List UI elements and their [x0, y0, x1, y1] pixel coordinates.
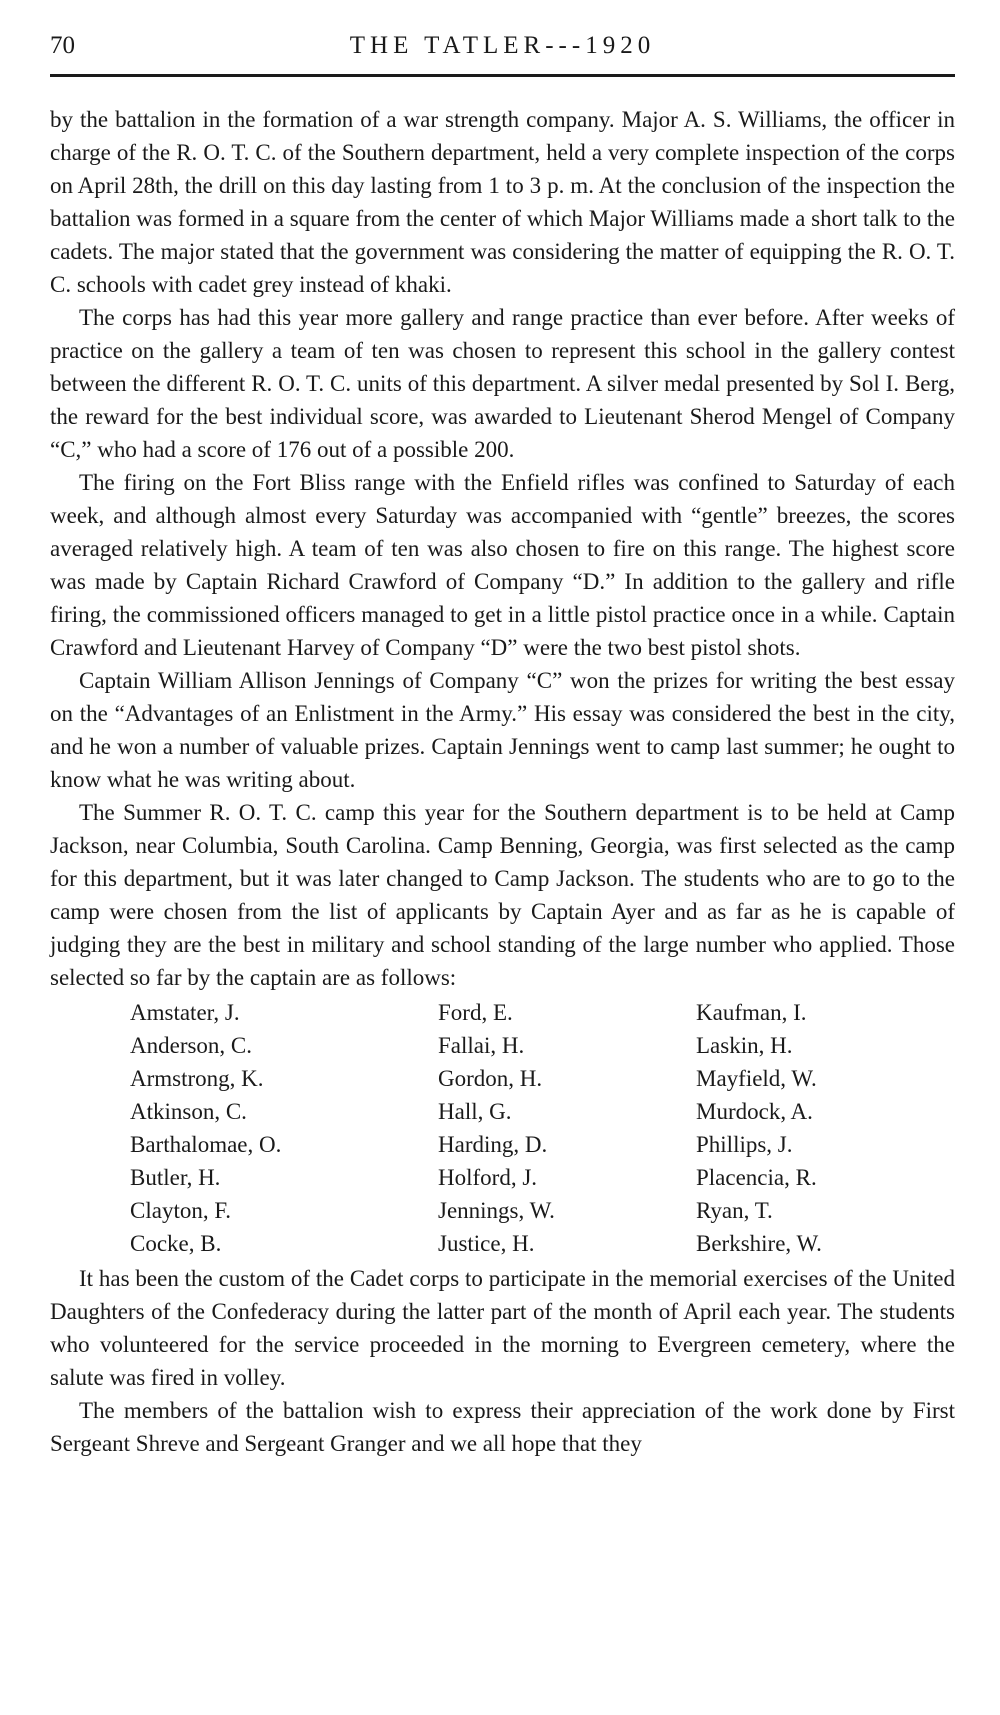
roster-name: Barthalomae, O.	[130, 1132, 282, 1157]
roster-name: Kaufman, I.	[696, 1000, 807, 1025]
page	[50, 28, 955, 1460]
paragraph: The corps has had this year more gallery and range practice than ever before. After weeks of practice on the gallery a team of ten was chosen to represent this school in the gallery contest between the different R. O. T. C. units of this department. A silver medal presented by Sol I. Berg, the reward for the best individual score, was awarded to Lieutenant Sherod Mengel of Company “C,” who had a score of 176 out of a possible 200.	[50, 305, 955, 462]
roster-name: Placencia, R.	[696, 1165, 817, 1190]
roster-name: Jennings, W.	[438, 1198, 555, 1223]
page-header	[50, 28, 955, 77]
paragraph: The Summer R. O. T. C. camp this year for the Southern department is to be held at Camp Jackson, near Columbia, South Carolina. Camp Benning, Georgia, was first selected as the camp for this department, but it was later changed to Camp Jackson. The students who are to go to the camp were chosen from the list of applicants by Captain Ayer and as far as he is capable of judging they are the best in military and school standing of the large number who applied. Those selected so far by the captain are as follows:	[50, 800, 955, 990]
page-number: 70	[50, 32, 75, 59]
article-body	[50, 103, 955, 1460]
roster-column	[696, 996, 936, 1260]
roster-name: Mayfield, W.	[696, 1066, 817, 1091]
running-title: THE TATLER---1920	[349, 32, 656, 59]
roster-column	[438, 996, 696, 1260]
roster-name: Anderson, C.	[130, 1033, 253, 1058]
roster-name: Amstater, J.	[130, 1000, 240, 1025]
roster-column	[130, 996, 438, 1260]
roster-name: Harding, D.	[438, 1132, 548, 1157]
roster-name: Atkinson, C.	[130, 1099, 247, 1124]
roster-name: Butler, H.	[130, 1165, 221, 1190]
roster-name: Ford, E.	[438, 1000, 513, 1025]
paragraph: It has been the custom of the Cadet corps to participate in the memorial exercises of the United Daughters of the Confederacy during the latter part of the month of April each year. The students who volunteered for the service proceeded in the morning to Evergreen cemetery, where the salute was fired in volley.	[50, 1266, 955, 1390]
paragraph: Captain William Allison Jennings of Company “C” won the prizes for writing the best essay on the “Advantages of an Enlistment in the Army.” His essay was considered the best in the city, and he won a number of valuable prizes. Captain Jennings went to camp last summer; he ought to know what he was writing about.	[50, 668, 955, 792]
roster-name: Clayton, F.	[130, 1198, 232, 1223]
roster-name: Ryan, T.	[696, 1198, 773, 1223]
paragraph: The firing on the Fort Bliss range with the Enfield rifles was confined to Saturday of each week, and although almost every Saturday was accompanied with “gentle” breezes, the scores averaged relatively high. A team of ten was also chosen to fire on this range. The highest score was made by Captain Richard Crawford of Company “D.” In addition to the gallery and rifle firing, the commissioned officers managed to get in a little pistol practice once in a while. Captain Crawford and Lieutenant Harvey of Company “D” were the two best pistol shots.	[50, 470, 955, 660]
roster-name: Laskin, H.	[696, 1033, 793, 1058]
paragraph: The members of the battalion wish to express their appreciation of the work done by First Sergeant Shreve and Sergeant Granger and we all hope that they	[50, 1398, 955, 1456]
roster-name: Murdock, A.	[696, 1099, 813, 1124]
roster-name: Holford, J.	[438, 1165, 538, 1190]
roster-name: Phillips, J.	[696, 1132, 793, 1157]
roster-name: Justice, H.	[438, 1231, 535, 1256]
roster-name: Berkshire, W.	[696, 1231, 822, 1256]
roster-name: Fallai, H.	[438, 1033, 525, 1058]
roster-name: Hall, G.	[438, 1099, 512, 1124]
paragraph: by the battalion in the formation of a war strength company. Major A. S. Williams, the officer in charge of the R. O. T. C. of the Southern department, held a very complete inspection of the corps on April 28th, the drill on this day lasting from 1 to 3 p. m. At the conclusion of the inspection the battalion was formed in a square from the center of which Major Williams made a short talk to the cadets. The major stated that the government was considering the matter of equipping the R. O. T. C. schools with cadet grey instead of khaki.	[50, 107, 955, 297]
roster-name: Gordon, H.	[438, 1066, 543, 1091]
roster-name: Cocke, B.	[130, 1231, 222, 1256]
roster-name: Armstrong, K.	[130, 1066, 264, 1091]
cadet-roster	[130, 996, 955, 1260]
